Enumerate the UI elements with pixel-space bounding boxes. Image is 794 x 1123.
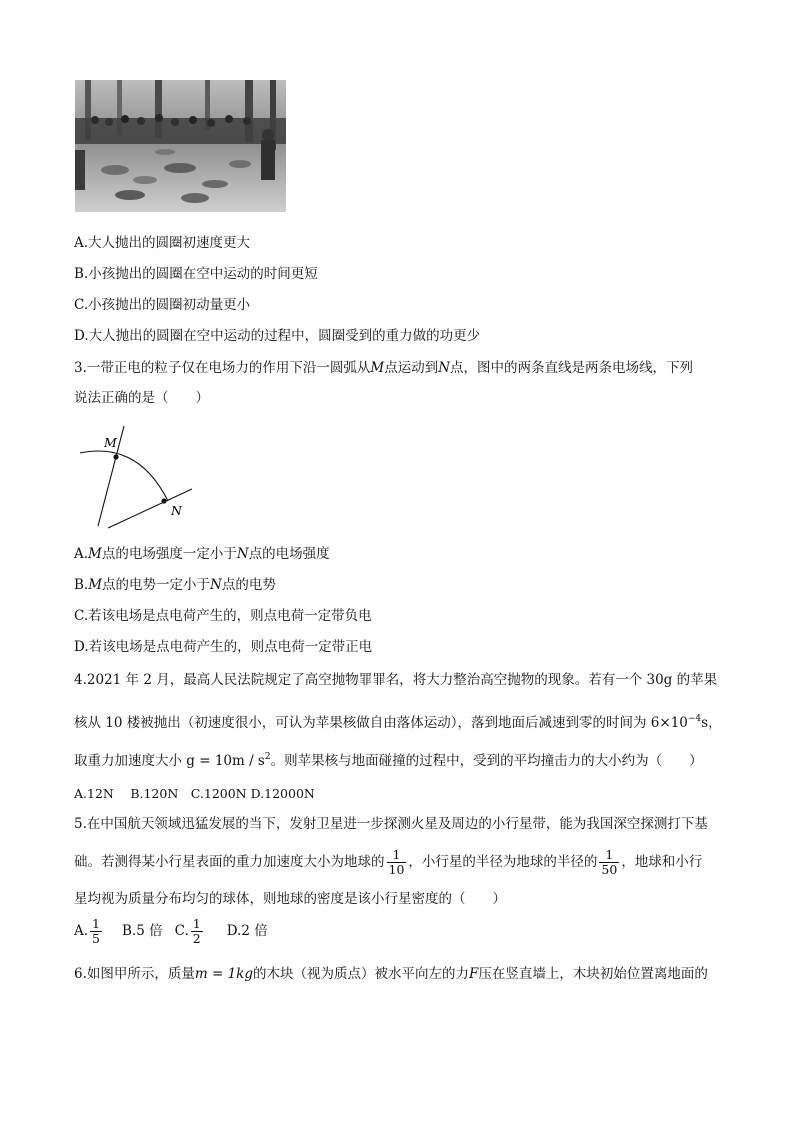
q3-point-m: M bbox=[88, 577, 103, 593]
q3-option-c: C.若该电场是点电荷产生的，则点电荷一定带负电 bbox=[74, 608, 372, 624]
field-lines-arc-svg bbox=[78, 423, 198, 531]
point-m-dot bbox=[113, 454, 118, 459]
q3-stem-text: 点运动到 bbox=[384, 360, 439, 376]
q6-text: 压在竖直墙上，木块初始位置离地面的 bbox=[478, 966, 708, 982]
q3-stem-line1 bbox=[74, 359, 693, 377]
q4-text: 核从 10 楼被抛出（初速度很小，可认为苹果核做自由落体运动），落到地面后减速到零的时间为 6×10 bbox=[74, 715, 688, 731]
q2-option-c: C.小孩抛出的圆圈初动量更小 bbox=[74, 297, 251, 313]
label-n: N bbox=[171, 503, 182, 518]
q3-option-a bbox=[74, 545, 330, 563]
fraction-1-10 bbox=[387, 848, 407, 877]
q6-mass: m = 1kg bbox=[194, 966, 253, 982]
q5-text: ，小行星的半径为地球的半径的 bbox=[408, 854, 598, 870]
q5-options bbox=[74, 915, 268, 947]
q4-text: 。则苹果核与地面碰撞的过程中，受到的平均撞击力的大小约为（ ） bbox=[270, 753, 703, 769]
q3-field-diagram bbox=[78, 423, 198, 531]
ring-toss-photo bbox=[75, 80, 286, 212]
q4-text: s， bbox=[701, 715, 722, 731]
q4-stem-line2 bbox=[74, 710, 722, 732]
option-a-fraction bbox=[90, 917, 102, 946]
q6-stem-line1 bbox=[74, 965, 708, 983]
q2-option-b: B.小孩抛出的圆圈在空中运动的时间更短 bbox=[74, 266, 318, 282]
option-text: 点的电势一定小于 bbox=[102, 577, 211, 593]
q3-point-n: N bbox=[438, 360, 451, 376]
option-letter: B. bbox=[74, 577, 89, 593]
fraction-denominator: 50 bbox=[601, 862, 618, 877]
q3-stem-text: 3.一带正电的粒子仅在电场力的作用下沿一圆弧从 bbox=[74, 360, 371, 376]
label-m: M bbox=[104, 435, 117, 450]
fraction-numerator: 1 bbox=[92, 916, 100, 931]
fraction-denominator: 5 bbox=[92, 931, 100, 946]
q4-stem-line1: 4.2021 年 2 月，最高人民法院规定了高空抛物罪罪名，将大力整治高空抛物的现象。若有一个 30g 的苹果 bbox=[74, 672, 718, 688]
q6-text: 6.如图甲所示，质量 bbox=[74, 966, 195, 982]
fraction-1-50 bbox=[599, 848, 619, 877]
option-letter: A. bbox=[74, 923, 89, 939]
q4-text: 取重力加速度大小 g = 10m / s bbox=[74, 753, 265, 769]
q5-stem-line3: 星均视为质量分布均匀的球体，则地球的密度是该小行星密度的（ ） bbox=[74, 891, 506, 907]
option-c-fraction bbox=[191, 917, 203, 946]
arc-path bbox=[80, 451, 168, 501]
fraction-denominator: 10 bbox=[388, 862, 405, 877]
q5-stem-line1: 5.在中国航天领域迅猛发展的当下，发射卫星进一步探测火星及周边的小行星带，能为我国深空探测打下基 bbox=[74, 816, 708, 832]
fraction-denominator: 2 bbox=[192, 931, 201, 946]
q3-option-b bbox=[74, 576, 276, 594]
q6-force: F bbox=[469, 966, 479, 982]
option-text: 点的电场强度一定小于 bbox=[101, 546, 237, 562]
q3-point-n: N bbox=[210, 577, 222, 593]
q4-exponent: 2 bbox=[264, 752, 271, 762]
q3-option-d: D.若该电场是点电荷产生的，则点电荷一定带正电 bbox=[74, 639, 373, 655]
fraction-numerator: 1 bbox=[599, 848, 619, 863]
q3-stem-text: 点，图中的两条直线是两条电场线，下列 bbox=[450, 360, 694, 376]
option-d: D.2 倍 bbox=[226, 923, 268, 939]
q2-option-d: D.大人抛出的圆圈在空中运动的过程中，圆圈受到的重力做的功更少 bbox=[74, 328, 481, 344]
fraction-numerator: 1 bbox=[192, 916, 201, 931]
q5-stem-line2 bbox=[74, 846, 702, 878]
q4-exponent: −4 bbox=[687, 714, 702, 724]
q3-stem-line2: 说法正确的是（ ） bbox=[74, 390, 209, 406]
point-n-dot bbox=[161, 498, 166, 503]
q4-stem-line3 bbox=[74, 748, 703, 770]
option-text: 点的电场强度 bbox=[248, 546, 330, 562]
q5-text: ，地球和小行 bbox=[621, 854, 703, 870]
option-text: 点的电势 bbox=[221, 577, 276, 593]
q2-option-a: A.大人抛出的圆圈初速度更大 bbox=[74, 235, 251, 251]
fraction-numerator: 1 bbox=[387, 848, 407, 863]
q3-point-m: M bbox=[370, 360, 385, 376]
q5-text: 础。若测得某小行星表面的重力加速度大小为地球的 bbox=[74, 854, 385, 870]
q4-options: A.12N B.120N C.1200N D.12000N bbox=[74, 786, 315, 801]
option-b: B.5 倍 bbox=[122, 923, 163, 939]
option-letter: C. bbox=[174, 923, 189, 939]
q6-text: 的木块（视为质点）被水平向左的力 bbox=[253, 966, 469, 982]
photo-image bbox=[75, 80, 286, 212]
option-letter: A. bbox=[74, 546, 89, 562]
q3-point-m: M bbox=[88, 546, 102, 562]
q3-point-n: N bbox=[236, 546, 249, 562]
